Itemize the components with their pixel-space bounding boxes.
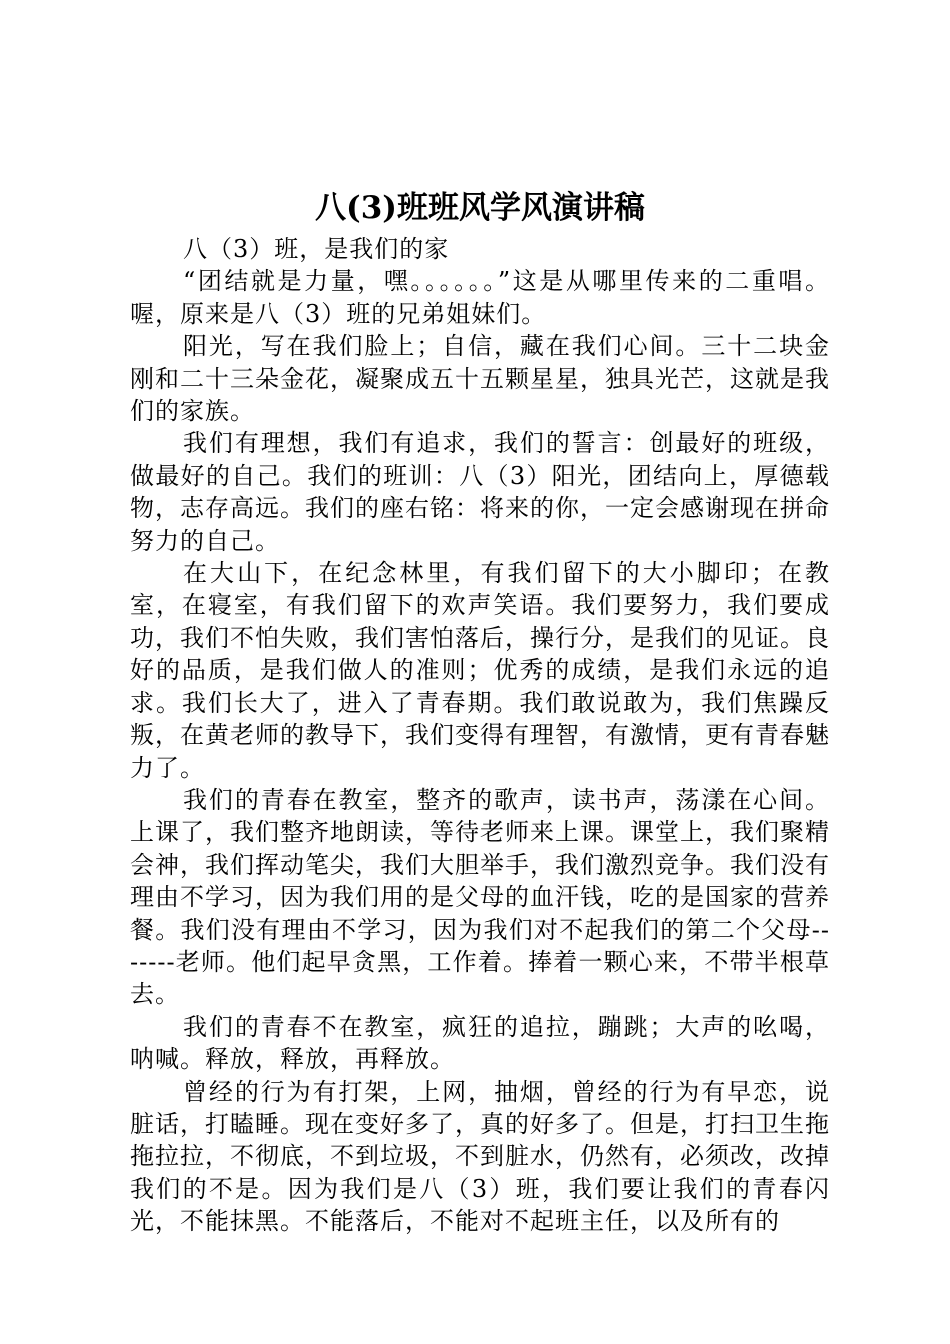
paragraph-1: 八（3）班，是我们的家 [183,235,450,263]
paragraph-6: 我们的青春在教室，整齐的歌声，读书声，荡漾在心间。上课了，我们整齐地朗读，等待老师来上课。课堂上，我们聚精会神，我们挥动笔尖，我们大胆举手，我们激烈竞争。我们没有理由不学习，因为我们用的是父母的血汗钱，吃的是国家的营养餐。我们没有理由不学习，因为我们对不起我们的第二个父母-------老师。他们起早贪黑，工作着。捧着一颗心来，不带半根草去。 [130,785,830,1009]
paragraph-5: 在大山下，在纪念林里，有我们留下的大小脚印；在教室，在寝室，有我们留下的欢声笑语。我们要努力，我们要成功，我们不怕失败，我们害怕落后，操行分，是我们的见证。良好的品质，是我们做人的准则；优秀的成绩，是我们永远的追求。我们长大了，进入了青春期。我们敢说敢为，我们焦躁反叛，在黄老师的教导下，我们变得有理智，有激情，更有青春魅力了。 [130,559,830,782]
document-body [130,233,830,1238]
paragraph-4: 我们有理想，我们有追求，我们的誓言：创最好的班级，做最好的自己。我们的班训：八（3）阳光，团结向上，厚德载物，志存高远。我们的座右铭：将来的你，一定会感谢现在拼命努力的自己。 [130,429,830,555]
paragraph-8: 曾经的行为有打架，上网，抽烟，曾经的行为有早恋，说脏话，打瞌睡。现在变好多了，真的好多了。但是，打扫卫生拖拖拉拉，不彻底，不到垃圾，不到脏水，仍然有，必须改，改掉我们的不是。因为我们是八（3）班，我们要让我们的青春闪光，不能抹黑。不能落后，不能对不起班主任，以及所有的 [130,1077,830,1236]
document-title: 八(3)班班风学风演讲稿 [315,190,645,226]
paragraph-3: 阳光，写在我们脸上；自信，藏在我们心间。三十二块金刚和二十三朵金花，凝聚成五十五颗星星，独具光芒，这就是我们的家族。 [130,332,830,426]
paragraph-2: “团结就是力量，嘿。。。。。。”这是从哪里传来的二重唱。喔，原来是八（3）班的兄弟姐妹们。 [130,267,830,328]
paragraph-7: 我们的青春不在教室，疯狂的追拉，蹦跳；大声的吆喝，呐喊。释放，释放，再释放。 [130,1012,830,1074]
